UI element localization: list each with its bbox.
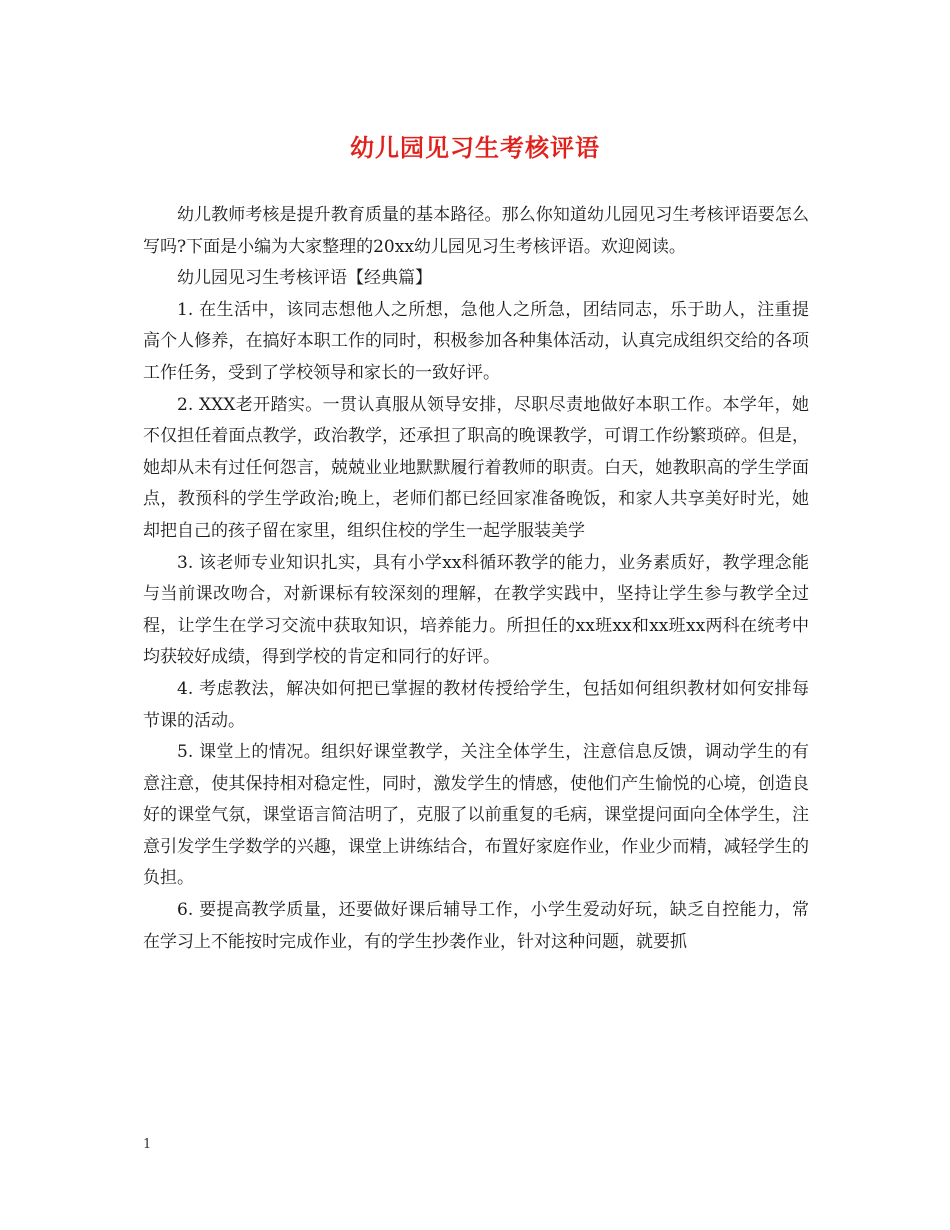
paragraph-item-1: 1. 在生活中，该同志想他人之所想，急他人之所急，团结同志，乐于助人，注重提高个人修养，在搞好本职工作的同时，积极参加各种集体活动，认真完成组织交给的各项工作任务，受到了学校领导和家长的一致好评。 xyxy=(143,299,809,383)
paragraph-item-6: 6. 要提高教学质量，还要做好课后辅导工作，小学生爱动好玩，缺乏自控能力，常在学习上不能按时完成作业，有的学生抄袭作业，针对这种问题，就要抓 xyxy=(143,900,809,952)
paragraph-intro: 幼儿教师考核是提升教育质量的基本路径。那么你知道幼儿园见习生考核评语要怎么写吗?下面是小编为大家整理的20xx幼儿园见习生考核评语。欢迎阅读。 xyxy=(143,205,809,257)
paragraph-item-3: 3. 该老师专业知识扎实，具有小学xx科循环教学的能力，业务素质好，教学理念能与当前课改吻合，对新课标有较深刻的理解，在教学实践中，坚持让学生参与教学全过程，让学生在学习交流中获取知识，培养能力。所担任的xx班xx和xx班xx两科在统考中均获较好成绩，得到学校的肯定和同行的好评。 xyxy=(143,552,809,668)
paragraph-item-5: 5. 课堂上的情况。组织好课堂教学，关注全体学生，注意信息反馈，调动学生的有意注意，使其保持相对稳定性，同时，激发学生的情感，使他们产生愉悦的心境，创造良好的课堂气氛，课堂语言简洁明了，克服了以前重复的毛病，课堂提问面向全体学生，注意引发学生学数学的兴趣，课堂上讲练结合，布置好家庭作业，作业少而精，减轻学生的负担。 xyxy=(143,742,809,889)
paragraph-item-2: 2. XXX老开踏实。一贯认真服从领导安排，尽职尽责地做好本职工作。本学年，她不仅担任着面点教学，政治教学，还承担了职高的晚课教学，可谓工作纷繁琐碎。但是，她却从未有过任何怨言，兢兢业业地默默履行着教师的职责。白天，她教职高的学生学面点，教预科的学生学政治;晚上，老师们都已经回家准备晚饭，和家人共享美好时光，她却把自己的孩子留在家里，组织住校的学生一起学服装美学 xyxy=(143,394,809,541)
document-body xyxy=(143,200,809,958)
section-heading: 幼儿园见习生考核评语【经典篇】 xyxy=(177,268,432,289)
document-title: 幼儿园见习生考核评语 xyxy=(350,133,600,162)
page-number: 1 xyxy=(143,1137,152,1152)
paragraph-item-4: 4. 考虑教法，解决如何把已掌握的教材传授给学生，包括如何组织教材如何安排每节课的活动。 xyxy=(143,678,809,731)
